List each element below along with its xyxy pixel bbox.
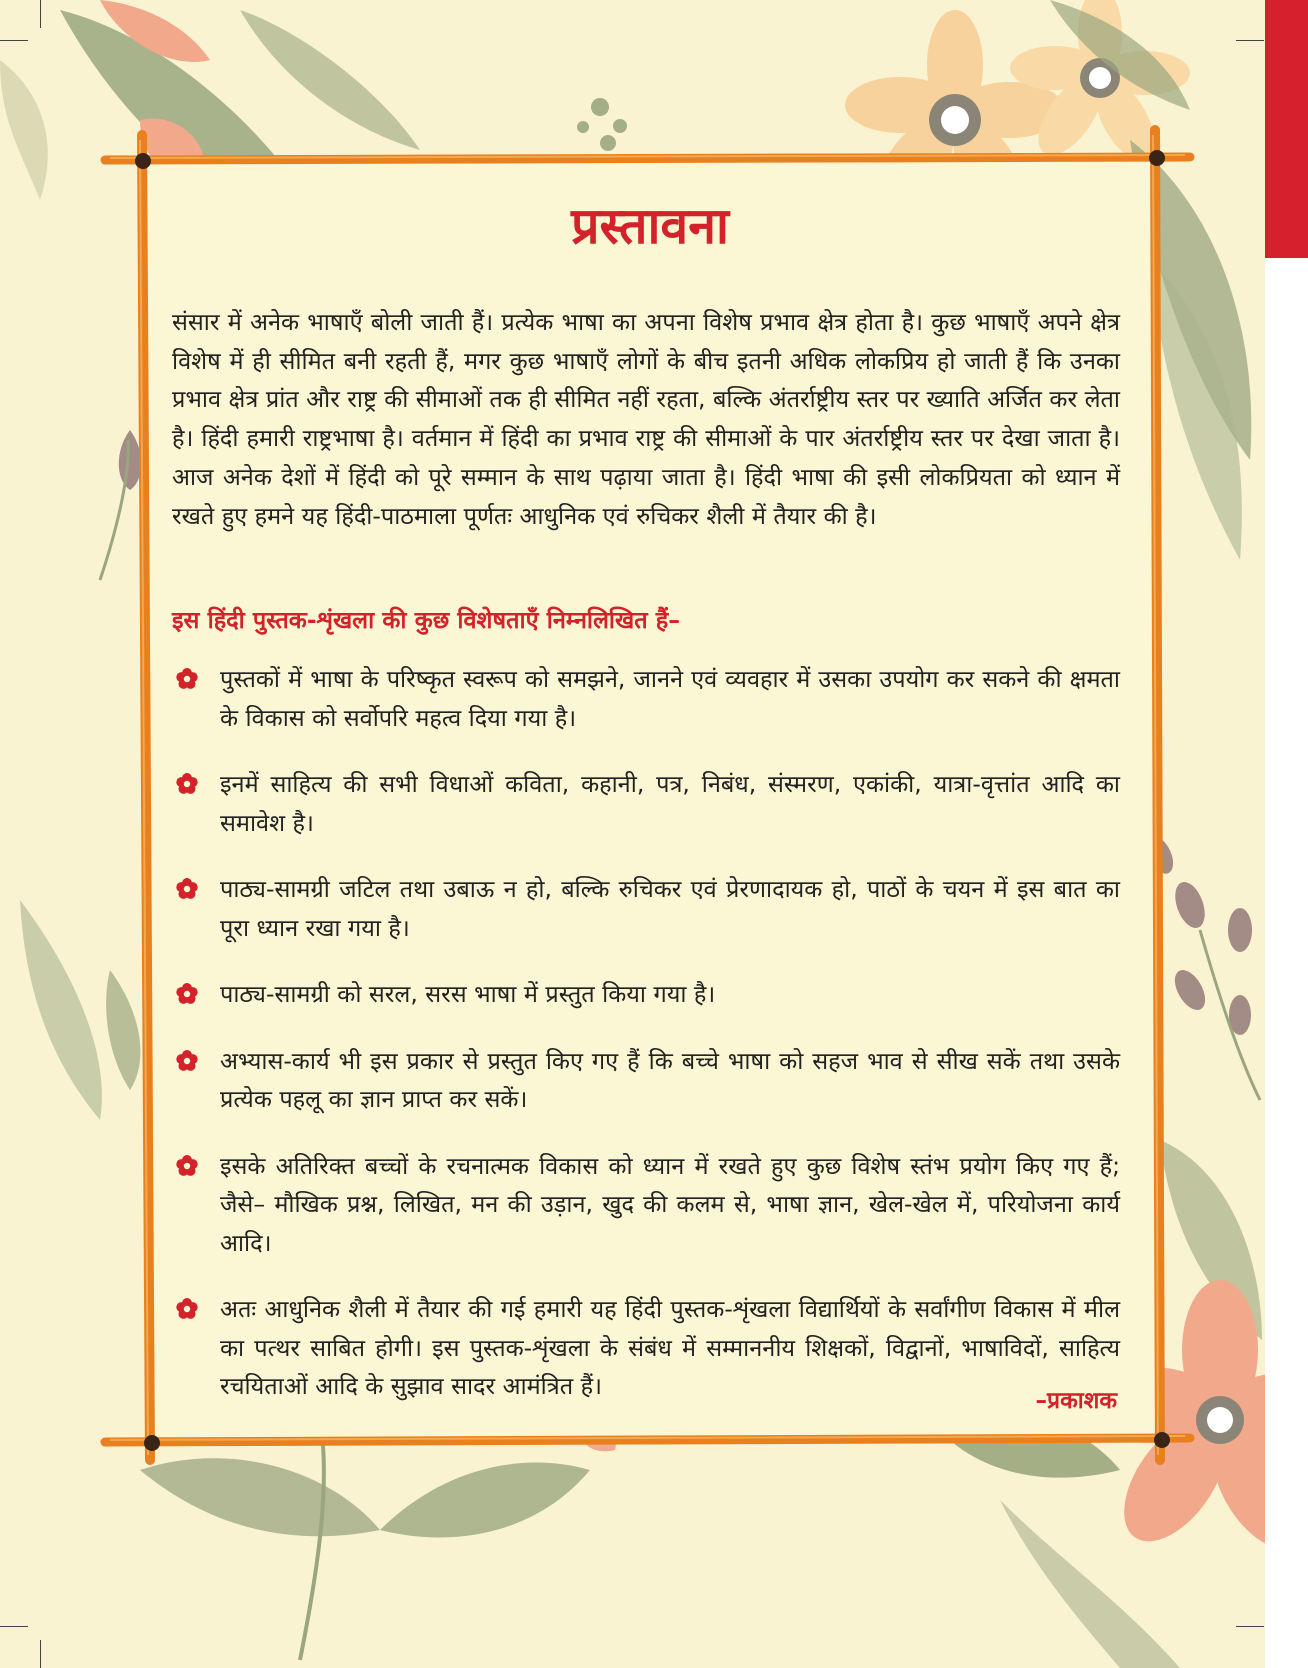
frame-nail-icon	[135, 153, 151, 169]
flower-bullet-icon	[174, 981, 200, 1007]
list-item	[172, 870, 1120, 947]
feature-text: पाठ्य-सामग्री को सरल, सरस भाषा में प्रस्तुत किया गया है।	[220, 980, 716, 1008]
flower-bullet-icon	[174, 1153, 200, 1179]
frame-nail-icon	[144, 1435, 160, 1451]
list-item	[172, 765, 1120, 842]
features-list	[172, 660, 1120, 1434]
list-item	[172, 1042, 1120, 1119]
feature-text: इनमें साहित्य की सभी विधाओं कविता, कहानी, पत्र, निबंध, संस्मरण, एकांकी, यात्रा-वृत्तांत आदि का समावेश है।	[220, 770, 1120, 837]
flower-bullet-icon	[174, 1296, 200, 1322]
list-item	[172, 660, 1120, 737]
features-heading: इस हिंदी पुस्तक-शृंखला की कुछ विशेषताएँ निम्नलिखित हैं–	[172, 606, 681, 634]
frame-nail-icon	[1154, 1432, 1170, 1448]
list-item	[172, 975, 1120, 1014]
chapter-tab-marker	[1265, 0, 1308, 258]
list-item	[172, 1290, 1120, 1406]
list-item	[172, 1147, 1120, 1263]
feature-text: इसके अतिरिक्त बच्चों के रचनात्मक विकास को ध्यान में रखते हुए कुछ विशेष स्तंभ प्रयोग किए गए हैं; जैसे– मौखिक प्रश्न, लिखित, मन की उड़ान, खुद की कलम से, भाषा ज्ञान, खेल-खेल में, परियोजना कार्य आदि।	[220, 1151, 1120, 1257]
publisher-signature: –प्रकाशक	[1035, 1388, 1117, 1414]
flower-bullet-icon	[174, 666, 200, 692]
flower-bullet-icon	[174, 771, 200, 797]
frame-nail-icon	[1149, 150, 1165, 166]
intro-paragraph: संसार में अनेक भाषाएँ बोली जाती हैं। प्रत्येक भाषा का अपना विशेष प्रभाव क्षेत्र होता है। कुछ भाषाएँ अपने क्षेत्र विशेष में ही सीमित बनी रहती हैं, मगर कुछ भाषाएँ लोगों के बीच इतनी अधिक लोकप्रिय हो जाती हैं कि उनका प्रभाव क्षेत्र प्रांत और राष्ट्र की सीमाओं तक ही सीमित नहीं रहता, बल्कि अंतर्राष्ट्रीय स्तर पर ख्याति अर्जित कर लेता है। हिंदी हमारी राष्ट्रभाषा है। वर्तमान में हिंदी का प्रभाव राष्ट्र की सीमाओं के पार अंतर्राष्ट्रीय स्तर पर देखा जाता है। आज अनेक देशों में हिंदी को पूरे सम्मान के साथ पढ़ाया जाता है। हिंदी भाषा की इसी लोकप्रियता को ध्यान में रखते हुए हमने यह हिंदी-पाठमाला पूर्णतः आधुनिक एवं रुचिकर शैली में तैयार की है।	[172, 308, 1120, 530]
feature-text: पुस्तकों में भाषा के परिष्कृत स्वरूप को समझने, जानने एवं व्यवहार में उसका उपयोग कर सकने की क्षमता के विकास को सर्वोपरि महत्व दिया गया है।	[220, 665, 1120, 732]
feature-text: अतः आधुनिक शैली में तैयार की गई हमारी यह हिंदी पुस्तक-शृंखला विद्यार्थियों के सर्वांगीण विकास में मील का पत्थर साबित होगी। इस पुस्तक-शृंखला के संबंध में सम्माननीय शिक्षकों, विद्वानों, भाषाविदों, साहित्य रचयिताओं आदि के सुझाव सादर आमंत्रित हैं।	[220, 1295, 1120, 1400]
flower-bullet-icon	[174, 876, 200, 902]
flower-bullet-icon	[174, 1048, 200, 1074]
feature-text: पाठ्य-सामग्री जटिल तथा उबाऊ न हो, बल्कि रुचिकर एवं प्रेरणादायक हो, पाठों के चयन में इस बात का पूरा ध्यान रखा गया है।	[220, 875, 1120, 942]
feature-text: अभ्यास-कार्य भी इस प्रकार से प्रस्तुत किए गए हैं कि बच्चे भाषा को सहज भाव से सीख सकें तथा उसके प्रत्येक पहलू का ज्ञान प्राप्त कर सकें।	[220, 1046, 1120, 1113]
page-title: प्रस्तावना	[571, 197, 729, 255]
